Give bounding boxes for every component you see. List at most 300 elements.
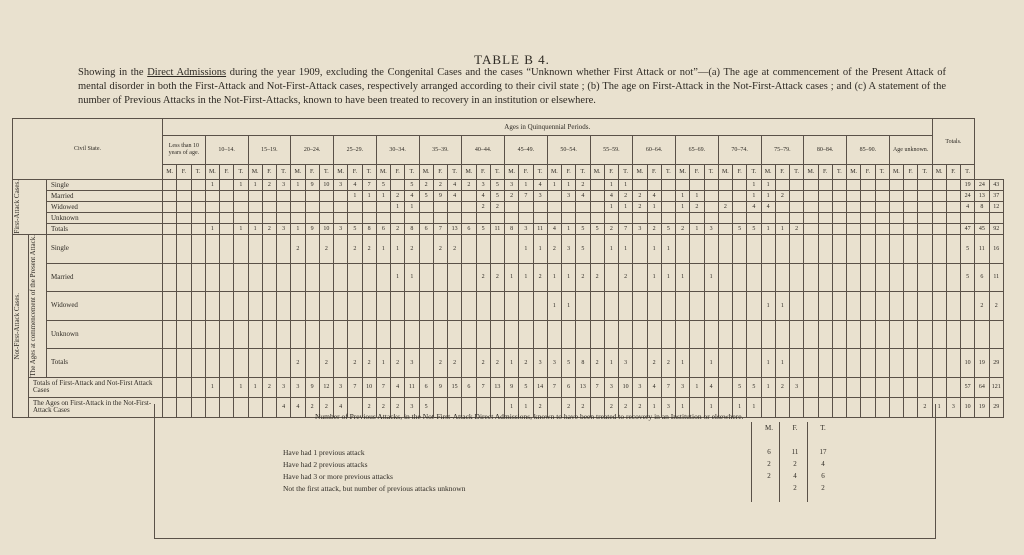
table-cell: 1 xyxy=(519,263,533,292)
sex-column-header: T. xyxy=(918,165,932,180)
table-cell xyxy=(747,235,761,264)
totals-header: Totals. xyxy=(932,119,975,165)
table-cell: 6 xyxy=(419,224,433,235)
table-cell xyxy=(248,213,262,224)
table-cell xyxy=(875,202,889,213)
table-cell xyxy=(875,263,889,292)
table-cell xyxy=(191,180,205,191)
table-cell xyxy=(889,180,903,191)
table-cell xyxy=(177,235,191,264)
table-cell xyxy=(918,377,932,397)
table-cell: 2 xyxy=(590,263,604,292)
table-cell xyxy=(462,191,476,202)
table-cell xyxy=(262,202,276,213)
sex-column-header: F. xyxy=(348,165,362,180)
table-cell: 1 xyxy=(547,180,561,191)
table-cell: 5 xyxy=(490,191,504,202)
table-cell xyxy=(790,191,804,202)
table-cell xyxy=(220,263,234,292)
table-cell xyxy=(932,180,946,191)
table-row xyxy=(13,320,1004,349)
table-cell xyxy=(291,213,305,224)
table-cell xyxy=(932,235,946,264)
table-cell: 5 xyxy=(733,377,747,397)
table-cell xyxy=(932,292,946,321)
table-cell xyxy=(248,349,262,378)
table-cell xyxy=(832,191,846,202)
table-cell xyxy=(718,292,732,321)
table-cell xyxy=(519,202,533,213)
table-cell xyxy=(319,191,333,202)
table-cell xyxy=(718,224,732,235)
table-cell xyxy=(932,191,946,202)
table-cell xyxy=(733,202,747,213)
table-cell: 9 xyxy=(433,377,447,397)
table-cell: 1 xyxy=(376,349,390,378)
table-cell: 3 xyxy=(790,377,804,397)
table-cell: 1 xyxy=(661,235,675,264)
table-cell: 14 xyxy=(533,377,547,397)
age-group-header: 40–44. xyxy=(462,136,505,165)
table-cell: 19 xyxy=(961,180,975,191)
table-cell: 1 xyxy=(704,349,718,378)
table-cell xyxy=(191,202,205,213)
table-cell: 4 xyxy=(576,191,590,202)
table-cell xyxy=(519,213,533,224)
table-cell: 2 xyxy=(433,349,447,378)
table-cell xyxy=(490,213,504,224)
sex-column-header: T. xyxy=(619,165,633,180)
table-cell xyxy=(519,320,533,349)
table-cell xyxy=(889,191,903,202)
row-label: Married xyxy=(47,263,163,292)
table-cell: 3 xyxy=(704,224,718,235)
table-cell xyxy=(889,349,903,378)
table-cell: 1 xyxy=(647,202,661,213)
table-cell: 2 xyxy=(989,292,1003,321)
table-cell xyxy=(676,292,690,321)
sex-column-header: F. xyxy=(946,165,960,180)
row-label: Totals xyxy=(47,349,163,378)
table-cell xyxy=(220,224,234,235)
table-cell: 2 xyxy=(262,377,276,397)
sex-column-header: F. xyxy=(818,165,832,180)
table-cell: 19 xyxy=(975,349,989,378)
table-cell: 5 xyxy=(961,263,975,292)
table-cell: 1 xyxy=(704,263,718,292)
table-cell xyxy=(946,180,960,191)
table-cell xyxy=(220,191,234,202)
table-cell xyxy=(747,349,761,378)
table-cell: 3 xyxy=(562,191,576,202)
table-cell xyxy=(277,202,291,213)
table-cell: 1 xyxy=(647,263,661,292)
table-cell xyxy=(191,224,205,235)
table-cell: 2 xyxy=(519,349,533,378)
row-label: Widowed xyxy=(47,202,163,213)
sex-column-header: F. xyxy=(476,165,490,180)
table-cell: 2 xyxy=(490,202,504,213)
table-cell: 5 xyxy=(490,180,504,191)
table-cell: 5 xyxy=(576,235,590,264)
table-cell xyxy=(619,292,633,321)
table-cell xyxy=(904,349,918,378)
table-cell xyxy=(718,213,732,224)
table-cell xyxy=(932,349,946,378)
table-cell xyxy=(818,202,832,213)
table-cell xyxy=(690,263,704,292)
table-cell xyxy=(334,349,348,378)
table-cell xyxy=(647,180,661,191)
table-cell: 1 xyxy=(661,263,675,292)
sex-column-header: T. xyxy=(747,165,761,180)
table-cell xyxy=(861,292,875,321)
table-cell: 1 xyxy=(376,235,390,264)
table-cell xyxy=(661,202,675,213)
table-cell: 1 xyxy=(647,235,661,264)
table-cell xyxy=(847,349,861,378)
table-cell: 5 xyxy=(405,180,419,191)
table-cell: 4 xyxy=(405,191,419,202)
table-cell xyxy=(733,213,747,224)
table-cell: 2 xyxy=(790,224,804,235)
sex-column-header: T. xyxy=(832,165,846,180)
table-cell xyxy=(205,235,219,264)
table-row xyxy=(13,191,1004,202)
sex-column-header: M. xyxy=(248,165,262,180)
table-cell xyxy=(889,202,903,213)
table-cell xyxy=(476,292,490,321)
table-cell: 64 xyxy=(975,377,989,397)
row-label: Widowed xyxy=(47,292,163,321)
table-cell xyxy=(861,202,875,213)
previous-attacks-col-header: F. xyxy=(792,424,798,432)
table-cell xyxy=(177,180,191,191)
table-cell xyxy=(690,349,704,378)
table-cell xyxy=(576,320,590,349)
table-cell xyxy=(262,349,276,378)
previous-attacks-title: Number of Previous Attacks, in the Not-First-Attack Direct Admissions, known to have been treated to recovery in an Institution or elsewhere. xyxy=(315,412,744,421)
table-cell xyxy=(163,213,177,224)
table-cell xyxy=(818,292,832,321)
previous-attacks-col-header: T. xyxy=(820,424,826,432)
sex-column-header: M. xyxy=(547,165,561,180)
table-cell: 2 xyxy=(433,235,447,264)
table-cell xyxy=(904,213,918,224)
table-cell xyxy=(704,235,718,264)
table-cell xyxy=(205,320,219,349)
sex-column-header: T. xyxy=(961,165,975,180)
table-cell xyxy=(847,202,861,213)
table-cell xyxy=(376,292,390,321)
table-cell: 4 xyxy=(348,180,362,191)
previous-attacks-line: Have had 1 previous attack xyxy=(283,448,365,457)
table-cell xyxy=(191,235,205,264)
table-cell xyxy=(604,263,618,292)
not-first-attack-side-label: Not-First-Attack Cases. xyxy=(13,235,29,418)
table-cell: 8 xyxy=(975,202,989,213)
table-cell xyxy=(761,213,775,224)
table-cell: 2 xyxy=(661,349,675,378)
table-cell xyxy=(391,292,405,321)
table-cell: 2 xyxy=(391,349,405,378)
table-cell xyxy=(847,191,861,202)
table-cell: 10 xyxy=(961,397,975,417)
table-cell xyxy=(904,292,918,321)
table-cell: 7 xyxy=(661,377,675,397)
table-cell: 5 xyxy=(348,224,362,235)
table-cell xyxy=(391,320,405,349)
table-cell xyxy=(747,263,761,292)
table-cell xyxy=(305,349,319,378)
table-cell: 1 xyxy=(747,180,761,191)
table-cell xyxy=(419,235,433,264)
table-cell xyxy=(590,320,604,349)
table-cell: 10 xyxy=(961,349,975,378)
table-cell: 43 xyxy=(989,180,1003,191)
table-cell: 3 xyxy=(277,180,291,191)
table-cell: 1 xyxy=(291,224,305,235)
table-cell xyxy=(733,180,747,191)
table-cell xyxy=(775,320,789,349)
table-cell xyxy=(462,213,476,224)
table-cell xyxy=(604,292,618,321)
table-cell xyxy=(547,202,561,213)
table-cell: 9 xyxy=(505,377,519,397)
table-cell: 5 xyxy=(562,349,576,378)
table-cell: 7 xyxy=(362,180,376,191)
sex-column-header: T. xyxy=(405,165,419,180)
table-cell xyxy=(220,349,234,378)
table-cell xyxy=(191,213,205,224)
table-cell: 4 xyxy=(277,397,291,417)
table-cell xyxy=(932,377,946,397)
table-cell: 1 xyxy=(562,292,576,321)
table-cell: 13 xyxy=(448,224,462,235)
table-cell: 2 xyxy=(633,397,647,417)
table-cell: 29 xyxy=(989,349,1003,378)
table-cell: 2 xyxy=(576,263,590,292)
table-cell xyxy=(775,213,789,224)
table-cell: 2 xyxy=(362,397,376,417)
table-cell: 4 xyxy=(647,377,661,397)
table-cell xyxy=(334,235,348,264)
table-cell: 4 xyxy=(704,377,718,397)
table-cell: 24 xyxy=(975,180,989,191)
table-cell: 2 xyxy=(505,191,519,202)
table-cell xyxy=(405,292,419,321)
table-cell xyxy=(334,213,348,224)
table-cell xyxy=(234,191,248,202)
table-cell: 121 xyxy=(989,377,1003,397)
table-cell: 5 xyxy=(519,377,533,397)
previous-attacks-value: 17 xyxy=(819,448,827,456)
table-cell xyxy=(718,377,732,397)
table-cell: 1 xyxy=(619,235,633,264)
table-cell xyxy=(334,292,348,321)
sex-column-header: F. xyxy=(604,165,618,180)
table-cell xyxy=(419,320,433,349)
sex-column-header: F. xyxy=(177,165,191,180)
table-cell xyxy=(205,213,219,224)
ages-heading: Ages in Quinquennial Periods. xyxy=(163,119,933,136)
table-cell xyxy=(889,224,903,235)
table-cell xyxy=(319,213,333,224)
table-cell xyxy=(989,320,1003,349)
table-cell: 37 xyxy=(989,191,1003,202)
table-cell xyxy=(191,349,205,378)
table-cell: 11 xyxy=(975,235,989,264)
table-cell: 15 xyxy=(448,377,462,397)
table-cell: 11 xyxy=(405,377,419,397)
table-cell xyxy=(747,320,761,349)
table-cell: 1 xyxy=(775,349,789,378)
table-cell: 4 xyxy=(547,224,561,235)
table-cell xyxy=(433,213,447,224)
table-cell: 1 xyxy=(348,191,362,202)
table-cell: 10 xyxy=(319,180,333,191)
table-cell xyxy=(804,224,818,235)
table-cell xyxy=(818,224,832,235)
table-cell: 1 xyxy=(562,263,576,292)
table-cell: 2 xyxy=(291,349,305,378)
table-cell xyxy=(761,263,775,292)
sex-column-header: F. xyxy=(861,165,875,180)
table-cell xyxy=(861,213,875,224)
table-cell: 4 xyxy=(604,191,618,202)
table-cell xyxy=(220,235,234,264)
sex-column-header: T. xyxy=(277,165,291,180)
table-cell: 2 xyxy=(462,180,476,191)
table-cell: 9 xyxy=(433,191,447,202)
table-cell: 7 xyxy=(376,377,390,397)
sex-column-header: M. xyxy=(676,165,690,180)
table-cell xyxy=(704,213,718,224)
table-cell xyxy=(733,292,747,321)
table-cell xyxy=(690,180,704,191)
table-cell: 2 xyxy=(419,180,433,191)
table-cell xyxy=(904,263,918,292)
column-rule xyxy=(751,422,752,502)
table-cell xyxy=(419,202,433,213)
civil-state-header: Civil State. xyxy=(13,119,163,180)
table-cell xyxy=(804,213,818,224)
table-cell: 1 xyxy=(690,191,704,202)
table-cell xyxy=(875,349,889,378)
age-group-header: 80–84. xyxy=(804,136,847,165)
table-cell xyxy=(790,235,804,264)
table-cell xyxy=(291,263,305,292)
table-cell xyxy=(391,180,405,191)
table-cell xyxy=(747,213,761,224)
table-cell: 2 xyxy=(604,224,618,235)
table-cell: 1 xyxy=(205,180,219,191)
table-cell xyxy=(847,292,861,321)
table-cell xyxy=(875,224,889,235)
table-cell: 2 xyxy=(376,397,390,417)
table-cell: 5 xyxy=(476,224,490,235)
row-label: Single xyxy=(47,235,163,264)
table-cell: 1 xyxy=(405,202,419,213)
table-cell xyxy=(704,202,718,213)
table-cell xyxy=(832,224,846,235)
table-cell: 1 xyxy=(747,397,761,417)
sex-column-header: T. xyxy=(191,165,205,180)
table-cell xyxy=(633,320,647,349)
table-cell xyxy=(804,320,818,349)
previous-attacks-line: Have had 2 previous attacks xyxy=(283,460,368,469)
sex-column-header: T. xyxy=(234,165,248,180)
table-cell: 3 xyxy=(334,180,348,191)
table-cell xyxy=(918,213,932,224)
table-cell xyxy=(818,235,832,264)
table-cell xyxy=(718,349,732,378)
age-group-header: 30–34. xyxy=(376,136,419,165)
table-cell xyxy=(704,320,718,349)
table-cell xyxy=(961,213,975,224)
table-cell xyxy=(775,180,789,191)
table-cell: 1 xyxy=(619,202,633,213)
table-cell xyxy=(277,349,291,378)
table-cell xyxy=(405,213,419,224)
table-cell xyxy=(334,202,348,213)
table-cell: 13 xyxy=(975,191,989,202)
table-cell xyxy=(433,263,447,292)
table-cell: 1 xyxy=(234,224,248,235)
table-cell: 1 xyxy=(690,224,704,235)
table-cell xyxy=(177,263,191,292)
table-cell xyxy=(918,349,932,378)
sex-column-header: M. xyxy=(633,165,647,180)
previous-attacks-value: 6 xyxy=(821,472,825,480)
table-cell: 7 xyxy=(348,377,362,397)
table-cell xyxy=(918,224,932,235)
table-cell xyxy=(847,235,861,264)
previous-attacks-value: 2 xyxy=(767,460,771,468)
table-cell: 7 xyxy=(590,377,604,397)
sex-column-header: F. xyxy=(391,165,405,180)
table-cell xyxy=(718,191,732,202)
table-cell: 29 xyxy=(989,397,1003,417)
table-cell xyxy=(305,202,319,213)
table-cell xyxy=(718,320,732,349)
table-cell: 2 xyxy=(562,397,576,417)
table-cell: 1 xyxy=(519,180,533,191)
table-cell xyxy=(704,191,718,202)
table-cell xyxy=(790,213,804,224)
sex-column-header: F. xyxy=(262,165,276,180)
table-cell xyxy=(733,263,747,292)
table-cell: 2 xyxy=(319,235,333,264)
age-group-header: 25–29. xyxy=(334,136,377,165)
table-cell xyxy=(490,292,504,321)
admissions-table xyxy=(12,118,1004,418)
table-cell xyxy=(690,213,704,224)
table-cell: 1 xyxy=(747,191,761,202)
table-cell xyxy=(533,213,547,224)
table-cell xyxy=(248,263,262,292)
table-cell xyxy=(376,202,390,213)
table-cell xyxy=(946,202,960,213)
table-cell xyxy=(633,213,647,224)
table-cell: 5 xyxy=(590,224,604,235)
table-cell: 92 xyxy=(989,224,1003,235)
table-cell: 2 xyxy=(619,191,633,202)
table-cell: 11 xyxy=(490,224,504,235)
table-cell: 2 xyxy=(391,191,405,202)
table-cell xyxy=(163,224,177,235)
table-cell: 2 xyxy=(576,180,590,191)
